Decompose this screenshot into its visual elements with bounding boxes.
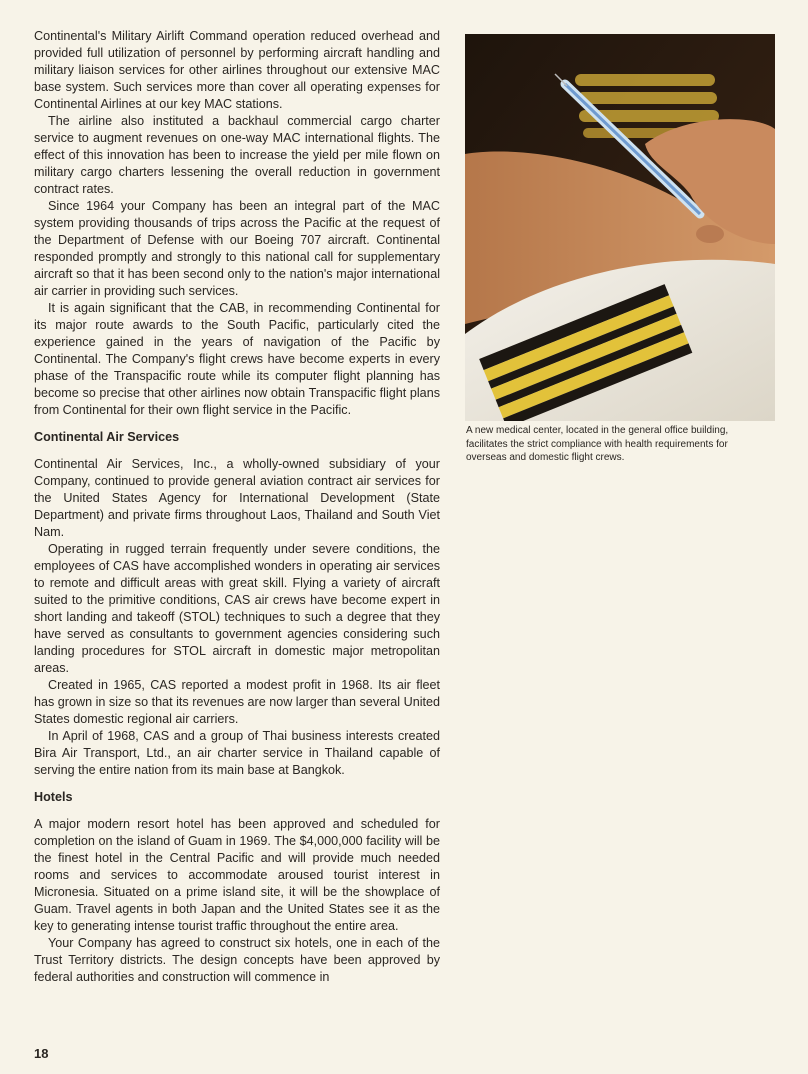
paragraph: Operating in rugged terrain frequently under severe conditions, the employees of CAS have accomplished wonders in operating air services to remote and difficult areas with great skill. Flying a variety of aircraft suited to the primitive conditions, CAS air crews have become expert in short landing and takeoff (STOL) techniques to such a degree that they have served as consultants to government agencies considering such landing procedures for STOL aircraft in domestic major metropolitan areas. [34, 542, 440, 675]
medical-photo [465, 34, 775, 421]
paragraph: A major modern resort hotel has been approved and scheduled for completion on the island of Guam in 1969. The $4,000,000 facility will be the finest hotel in the Central Pacific and will provide much needed rooms and services to accommodate aroused tourist interest in Micronesia. Situated on a prime island site, it will be the showplace of Guam. Travel agents in both Japan and the United States see it as the key to generating intense tourist traffic throughout the entire area. [34, 817, 440, 933]
photo-caption: A new medical center, located in the general office building, facilitates the strict compliance with health requirements for overseas and domestic flight crews. [466, 425, 729, 463]
paragraph: Created in 1965, CAS reported a modest profit in 1968. Its air fleet has grown in size so that its revenues are now larger than several United States domestic regional air carriers. [34, 678, 441, 726]
paragraph: Since 1964 your Company has been an integral part of the MAC system providing thousands of trips across the Pacific at the request of the Department of Defense with our Boeing 707 aircraft. Continental responded promptly and strongly to this national call for supplementary aircraft so that it has been second only to the nation's major international air carrier in providing such services. [34, 199, 440, 298]
paragraph: Continental Air Services, Inc., a wholly-owned subsidiary of your Company, continued to provide general aviation contract air services for the United States Agency for International Development (State Department) and private firms throughout Laos, Thailand and South Viet Nam. [34, 457, 440, 539]
page-number: 18 [34, 1046, 49, 1061]
section-heading-hotels: Hotels [34, 790, 73, 804]
paragraph: Your Company has agreed to construct six hotels, one in each of the Trust Territory districts. The design concepts have been approved by federal authorities and construction will commence in [34, 936, 440, 984]
paragraph: In April of 1968, CAS and a group of Thai business interests created Bira Air Transport, Ltd., an air charter service in Thailand capable of serving the entire nation from its main base at Bangkok. [34, 729, 440, 777]
section-heading-cas: Continental Air Services [34, 430, 180, 444]
paragraph: The airline also instituted a backhaul commercial cargo charter service to augment revenues on one-way MAC international flights. The effect of this innovation has been to increase the yield per mile flown on military cargo charters lessening the overall reduction in government contract rates. [34, 114, 440, 196]
paragraph: It is again significant that the CAB, in recommending Continental for its major route awards to the South Pacific, particularly cited the experience gained in the years of navigation of the Pacific by Continental. The Company's flight crews have become experts in every phase of the Transpacific route while its computer flight planning has become so precise that other airlines now obtain Transpacific flight plans from Continental for their own flight service in the Pacific. [34, 301, 440, 417]
injection-illustration [465, 34, 775, 421]
article-body [34, 28, 440, 986]
paragraph: Continental's Military Airlift Command operation reduced overhead and provided full utilization of personnel by performing aircraft handling and military liaison services for other airlines throughout our extensive MAC base system. Such services more than cover all operating expenses for Continental Airlines at our key MAC stations. [34, 29, 440, 111]
